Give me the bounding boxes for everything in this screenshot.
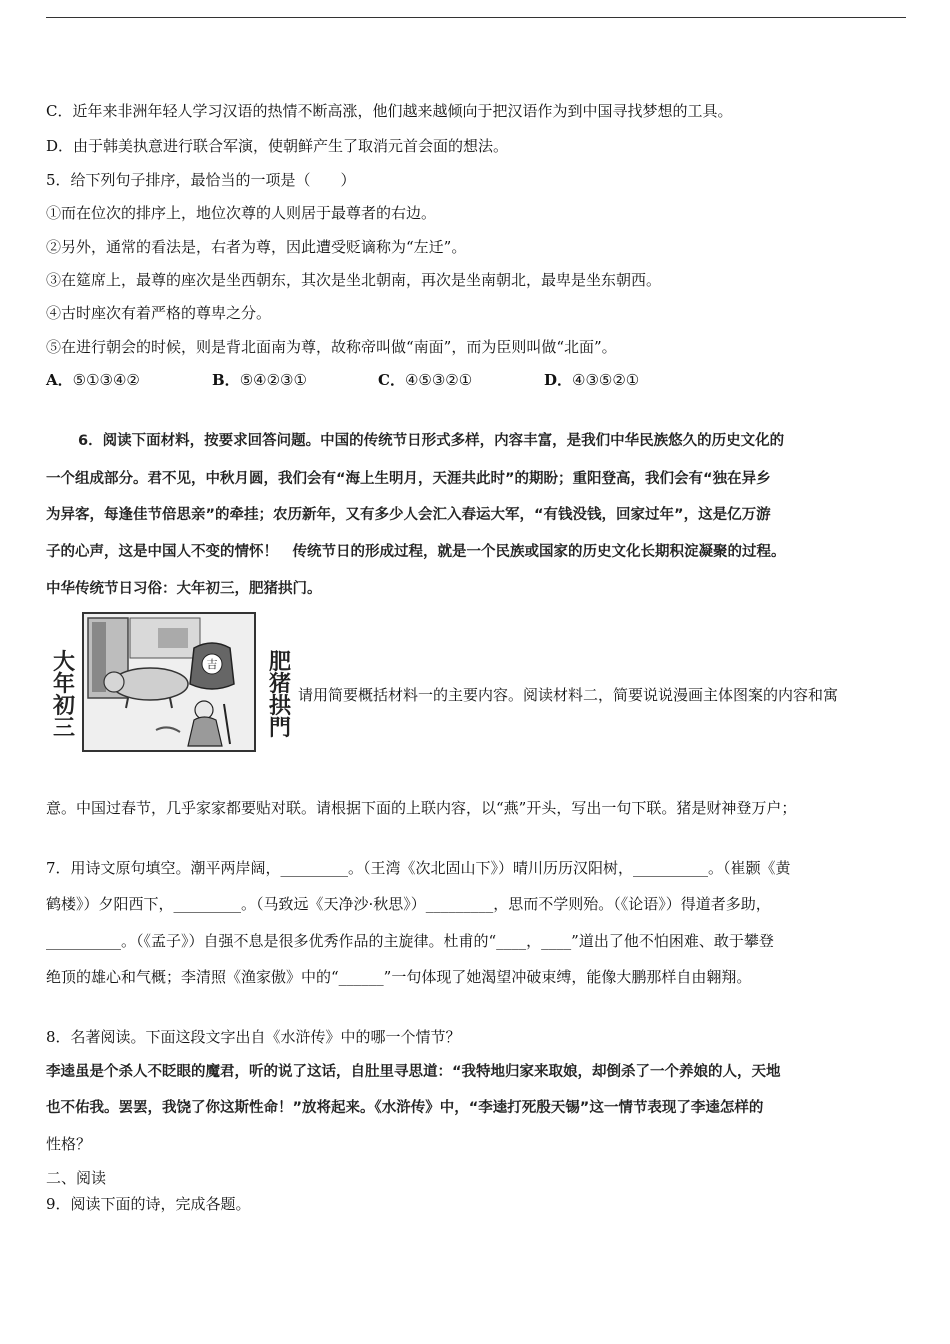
question-9: 9．阅读下面的诗，完成各题。	[46, 1195, 251, 1213]
sentence-4: ④古时座次有着严格的尊卑之分。	[46, 304, 272, 322]
option-a[interactable]: A．⑤①③④②	[46, 371, 140, 389]
option-c[interactable]: C．④⑤③②①	[378, 371, 473, 389]
pig-cartoon-icon	[84, 614, 254, 750]
cartoon-right-text: 肥猪拱門	[268, 650, 291, 741]
question-5: 5．给下列句子排序，最恰当的一项是（ ）	[46, 171, 356, 189]
option-b[interactable]: B．⑤④②③①	[212, 371, 307, 389]
jar-character: 吉	[206, 658, 218, 671]
q6-paragraph-1: 6．阅读下面材料，按要求回答问题。中国的传统节日形式多样，内容丰富，是我们中华民族悠久的历史文化的	[78, 433, 785, 449]
q8-line-2: 李逵虽是个杀人不眨眼的魔君，听的说了这话，自肚里寻思道：“我特地归家来取娘，却倒杀了一个养娘的人，天地	[46, 1064, 781, 1080]
answer-options	[46, 370, 710, 390]
option-d-line: D．由于韩美执意进行联合军演，使朝鲜产生了取消元首会面的想法。	[46, 137, 509, 155]
q6-paragraph-6: 意。中国过春节，几乎家家都要贴对联。请根据下面的上联内容，以“燕”开头，写出一句下联。猪是财神登万户；	[46, 799, 797, 817]
q8-line-4: 性格？	[46, 1135, 92, 1153]
q7-line-1: 7．用诗文原句填空。潮平两岸阔，_________。（王湾《次北固山下》）晴川历历汉阳树，__________。（崔颢《黄	[46, 859, 791, 877]
q6-paragraph-4: 子的心声，这是中国人不变的情怀！ 传统节日的形成过程，就是一个民族或国家的历史文化长期积淀凝聚的过程。	[46, 544, 786, 560]
sentence-3: ③在筵席上，最尊的座次是坐西朝东，其次是坐北朝南，再次是坐南朝北，最卑是坐东朝西。	[46, 271, 662, 289]
sentence-2: ②另外，通常的看法是，右者为尊，因此遭受贬谪称为“左迁”。	[46, 238, 467, 256]
option-d[interactable]: D．④③⑤②①	[544, 371, 640, 389]
cartoon-image	[46, 608, 296, 748]
section-2-heading: 二、阅读	[46, 1169, 107, 1187]
cartoon-left-text: 大年初三	[52, 650, 75, 741]
q7-line-4: 绝顶的雄心和气概；李清照《渔家傲》中的“______”一句体现了她渴望冲破束缚，能像大鹏那样自由翱翔。	[46, 968, 752, 986]
q8-line-1: 8．名著阅读。下面这段文字出自《水浒传》中的哪一个情节？	[46, 1028, 461, 1046]
q6-paragraph-2: 一个组成部分。君不见，中秋月圆，我们会有“海上生明月，天涯共此时”的期盼；重阳登高，我们会有“独在异乡	[46, 471, 771, 487]
q6-question: 请用简要概括材料一的主要内容。阅读材料二，简要说说漫画主体图案的内容和寓	[298, 686, 839, 704]
q6-paragraph-5: 中华传统节日习俗：大年初三，肥猪拱门。	[46, 581, 322, 597]
sentence-5: ⑤在进行朝会的时候，则是背北面南为尊，故称帝叫做“南面”，而为臣则叫做“北面”。	[46, 338, 617, 356]
q7-line-3: __________。（《孟子》）自强不息是很多优秀作品的主旋律。杜甫的“____，____”道出了他不怕困难、敢于攀登	[46, 932, 774, 950]
cartoon-frame	[82, 612, 256, 752]
option-c-line: C．近年来非洲年轻人学习汉语的热情不断高涨，他们越来越倾向于把汉语作为到中国寻找梦想的工具。	[46, 102, 733, 120]
q8-line-3: 也不佑我。罢罢，我饶了你这斯性命！”放将起来。《水浒传》中，“李逵打死殷天锡”这一情节表现了李逵怎样的	[46, 1100, 764, 1116]
q6-paragraph-3: 为异客，每逢佳节倍思亲”的牵挂；农历新年，又有多少人会汇入春运大军，“有钱没钱，回家过年”，这是亿万游	[46, 507, 771, 523]
q7-line-2: 鹤楼》）夕阳西下，_________。（马致远《天净沙·秋思》）_________，思而不学则殆。（《论语》）得道者多助，	[46, 895, 771, 913]
sentence-1: ①而在位次的排序上，地位次尊的人则居于最尊者的右边。	[46, 204, 437, 222]
header-rule	[46, 17, 906, 18]
